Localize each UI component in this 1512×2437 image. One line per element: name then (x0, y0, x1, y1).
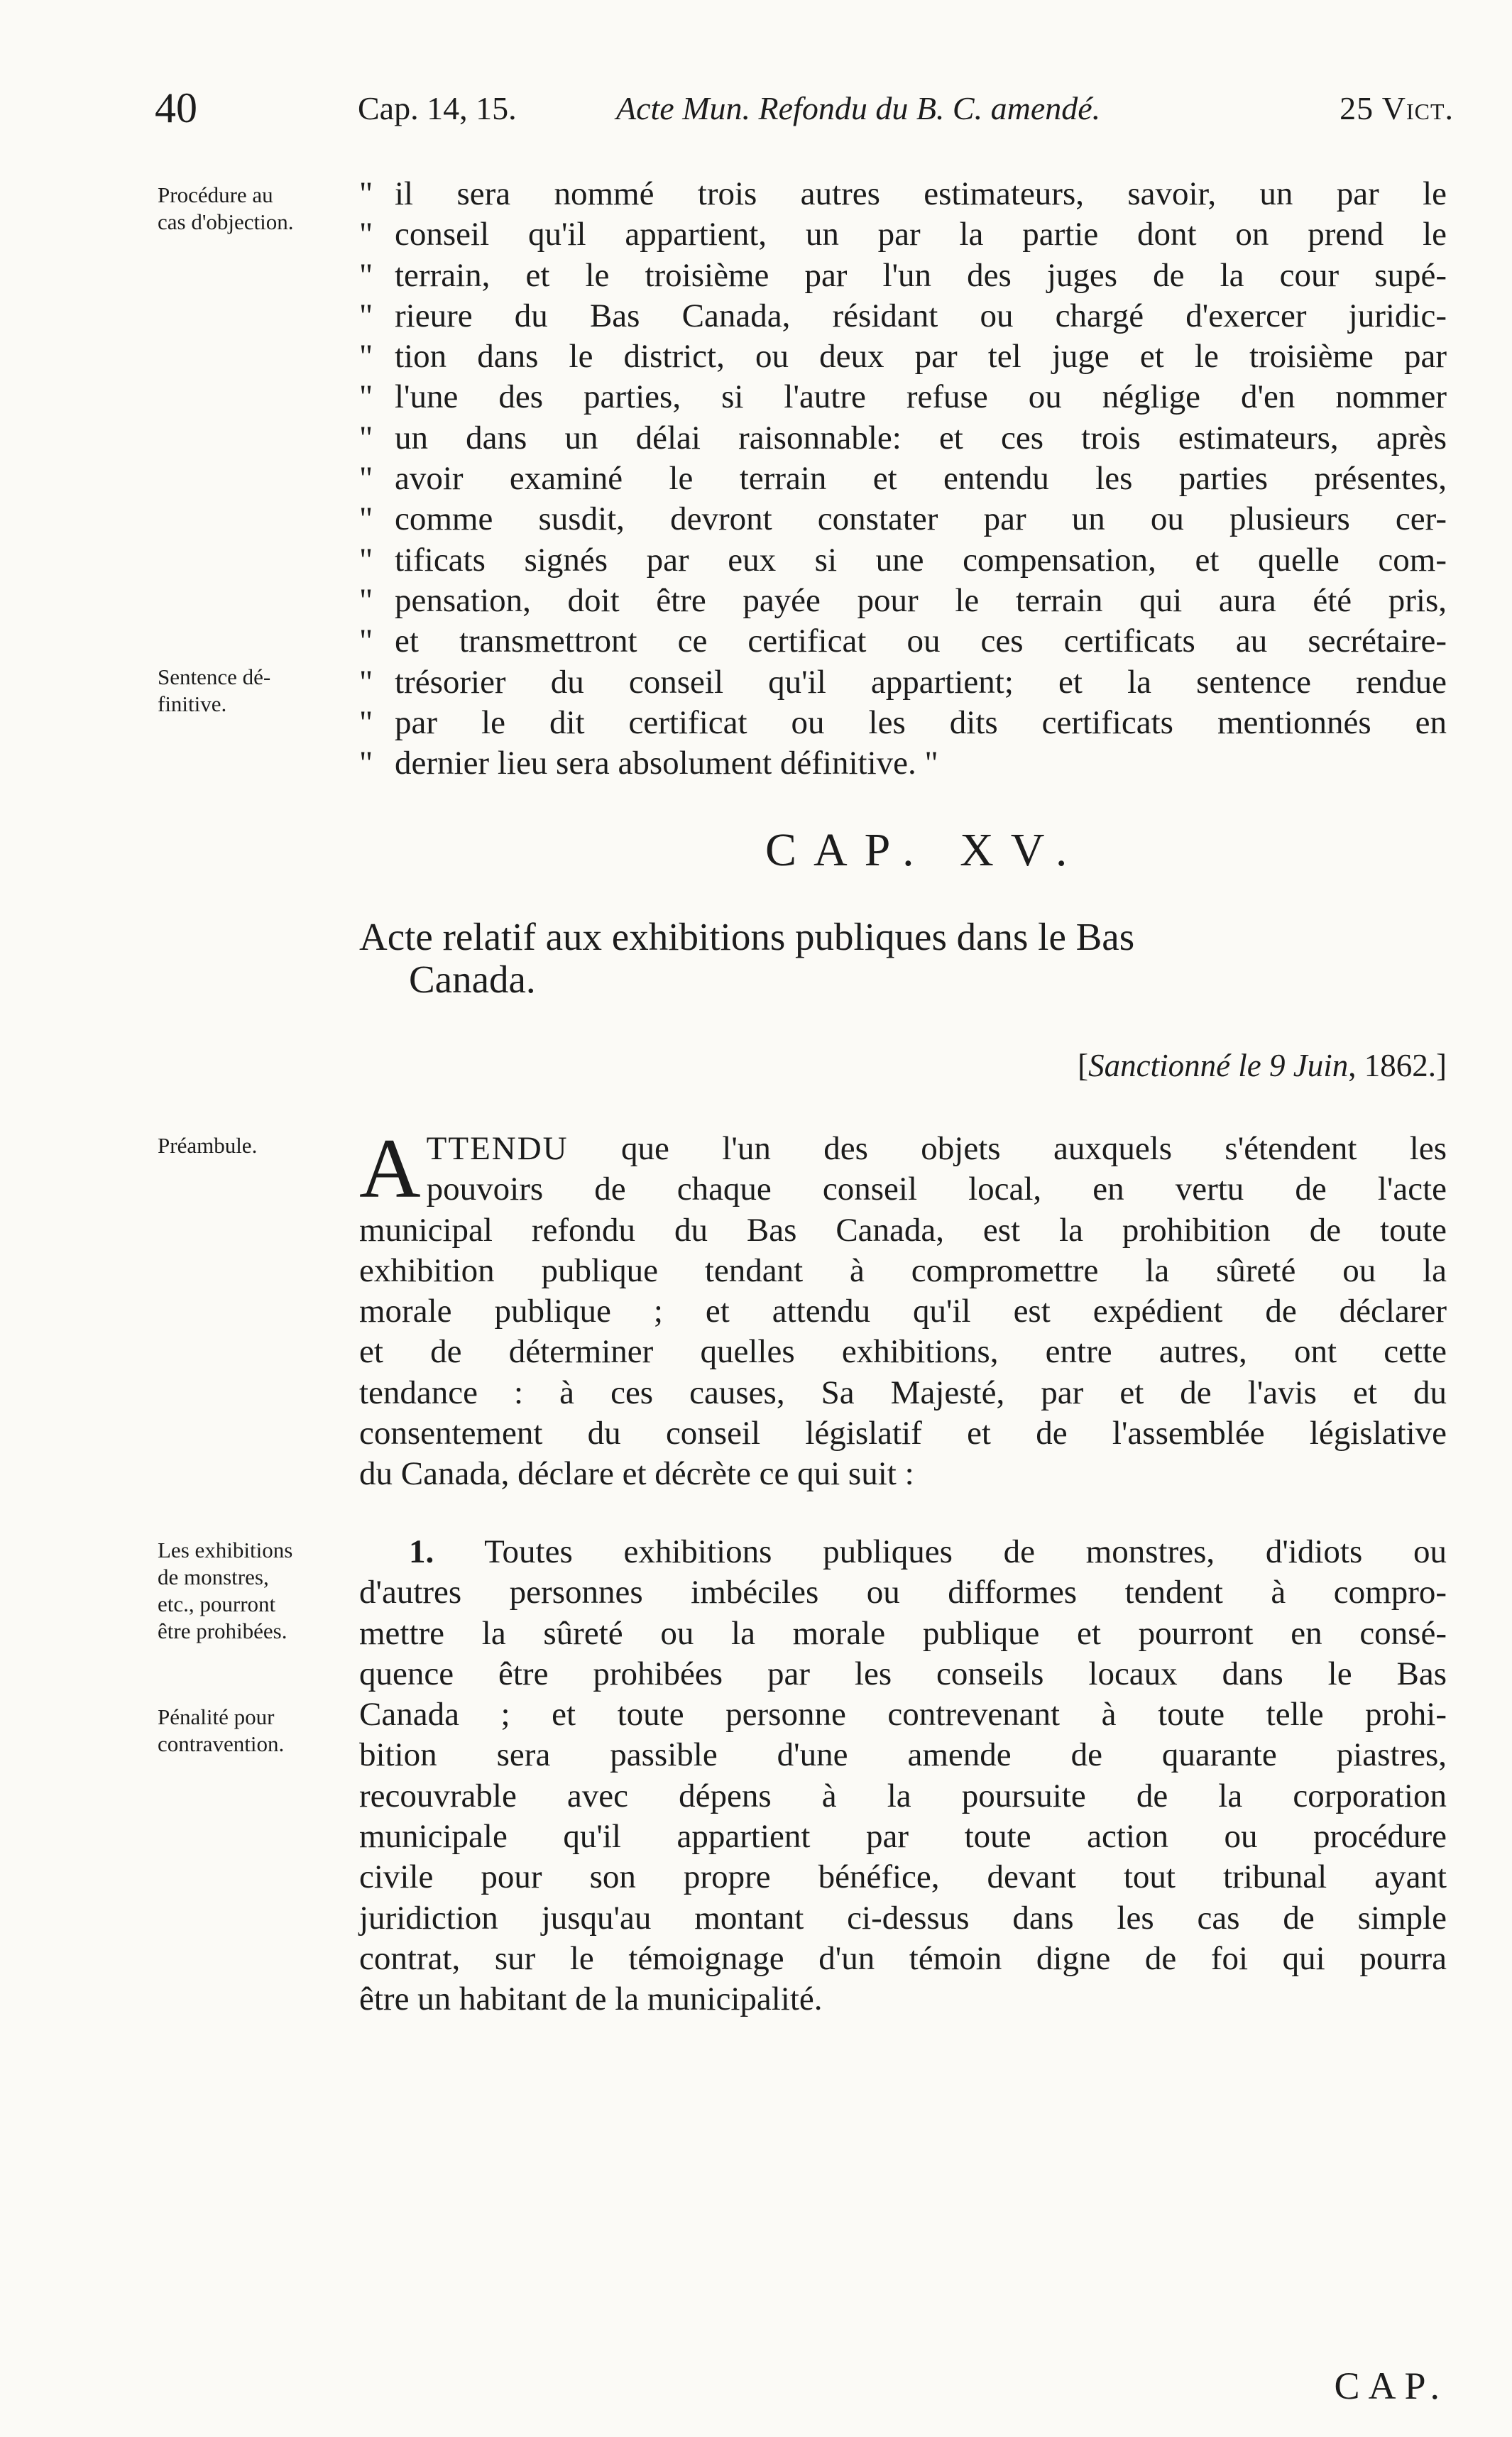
quote-mark: " (359, 663, 373, 701)
margin-note-exhibitions: Les exhibitions de monstres, etc., pourront être prohibées. (158, 1538, 293, 1643)
quote-mark: " (359, 378, 373, 416)
quote-mark: " (359, 541, 373, 579)
margin-note-preamble: Préambule. (158, 1133, 258, 1158)
quote-mark: " (359, 175, 373, 212)
margin-note-penalty: Pénalité pour contravention. (158, 1704, 285, 1756)
preamble-first-word: TTENDU (426, 1130, 569, 1167)
chapter-reference: Cap. 14, 15. (358, 90, 517, 126)
quote-mark: " (359, 297, 373, 334)
quote-line: " il sera nommé trois autres estimateurs, savoir, un par le (359, 174, 1447, 214)
quote-line: " trésorier du conseil qu'il appartient; et la sentence rendue (359, 662, 1447, 703)
quote-mark: " (359, 703, 373, 741)
year-reference: 25 Vict. (1340, 90, 1454, 126)
running-header (155, 84, 1454, 141)
act-title: Acte relatif aux exhibitions publiques dans le Bas Canada. (359, 915, 1135, 1001)
quote-mark: " (359, 581, 373, 619)
quote-mark: " (359, 745, 373, 782)
margin-note-objection: Procédure au cas d'objection. (158, 182, 294, 234)
quote-line: " avoir examiné le terrain et entendu les parties présentes, (359, 459, 1447, 499)
quote-line: " tion dans le district, ou deux par tel juge et le troisième par (359, 336, 1447, 377)
quote-line: " terrain, et le troisième par l'un des juges de la cour supé- (359, 256, 1447, 296)
quote-line: " l'une des parties, si l'autre refuse ou néglige d'en nommer (359, 377, 1447, 417)
quote-line: " par le dit certificat ou les dits certificats mentionnés en (359, 703, 1447, 743)
quote-line: " tificats signés par eux si une compensation, et quelle com- (359, 540, 1447, 581)
sanction-date: [Sanctionné le 9 Juin, 1862.] (1078, 1048, 1447, 1083)
drop-cap: A (359, 1121, 421, 1215)
running-title: Acte Mun. Refondu du B. C. amendé. (616, 90, 1101, 126)
quote-mark: " (359, 623, 373, 660)
section-1: 1. Toutes exhibitions publiques de monstres, d'idiots ou d'autres personnes imbéciles ou difformes tendent à compro- mettre la sûreté ou la morale publique et pourront en consé- quence être prohibées par les conseils locaux dans le Bas Canada ; et toute personne contrevenant à toute telle prohi- bition sera passible d'une amende de quarante piastres, recouvrable avec dépens à la poursuite de la corporation municipale qu'il appartient par toute action ou procédure civile pour son propre bénéfice, devant tout tribunal ayant juridiction jusqu'au montant ci-dessus dans les cas de simple contrat, sur le témoignage d'un témoin digne de foi qui pourra être un habitant de la municipalité. (359, 1533, 1447, 2018)
quote-line: " pensation, doit être payée pour le terrain qui aura été pris, (359, 581, 1447, 621)
quote-line: " conseil qu'il appartient, un par la partie dont on prend le (359, 214, 1447, 255)
footer-catchword: CAP. (1334, 2365, 1448, 2407)
quote-line: " rieure du Bas Canada, résidant ou chargé d'exercer juridic- (359, 296, 1447, 336)
quote-mark: " (359, 460, 373, 498)
chapter-heading: CAP. XV. (765, 824, 1085, 876)
quote-mark: " (359, 419, 373, 456)
quote-mark: " (359, 500, 373, 538)
quote-mark: " (359, 256, 373, 294)
quote-mark: " (359, 338, 373, 376)
quote-mark: " (359, 216, 373, 253)
quote-line: " et transmettront ce certificat ou ces certificats au secrétaire- (359, 621, 1447, 662)
quote-line: " comme susdit, devront constater par un ou plusieurs cer- (359, 499, 1447, 540)
page-number: 40 (155, 84, 197, 131)
quote-line: " dernier lieu sera absolument définitive. " (359, 743, 1447, 784)
quote-line: " un dans un délai raisonnable: et ces trois estimateurs, après (359, 418, 1447, 459)
section-number: 1. (409, 1533, 434, 1570)
preamble-paragraph: A TTENDU que l'un des objets auxquels s'étendent les pouvoirs de chaque conseil local, en vertu de l'acte municipal refondu du Bas Canada, est la prohibition de toute exhibition publique tendant à compromettre la sûreté ou la morale publique ; et attendu qu'il est expédient de déclarer et de déterminer quelles exhibitions, entre autres, ont cette tendance : à ces causes, Sa Majesté, par et de l'avis et du consentement du conseil législatif et de l'assemblée législative du Canada, déclare et décrète ce qui suit : (359, 1121, 1447, 1493)
margin-note-sentence: Sentence dé- finitive. (158, 664, 271, 716)
quoted-paragraph (359, 174, 1447, 784)
